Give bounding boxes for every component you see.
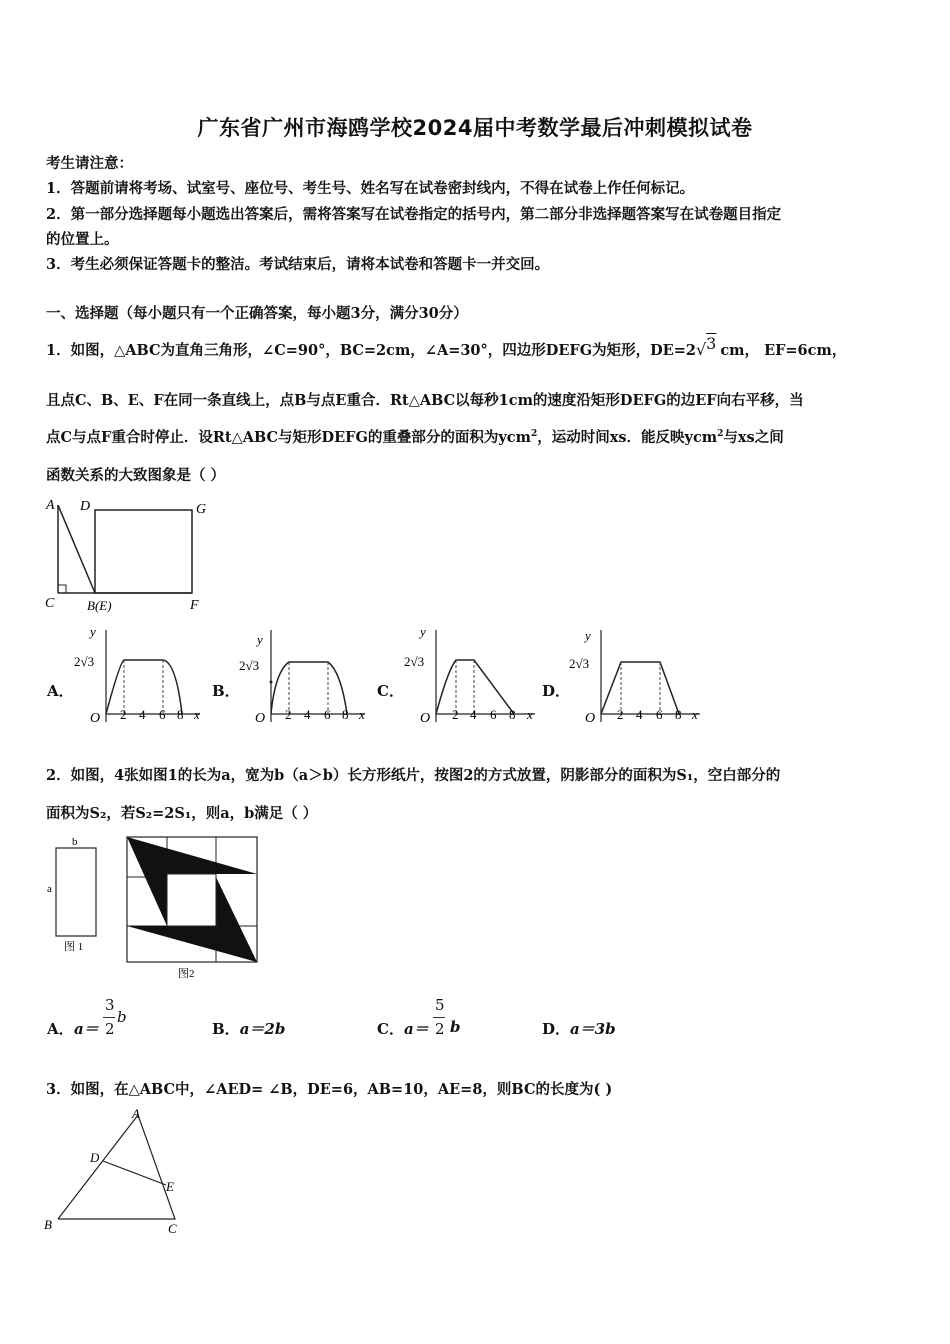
option-label: A． <box>47 1020 74 1038</box>
origin-label: O <box>585 711 596 726</box>
q1-text-3a: 点C与点F重合时停止．设Rt△ABC与矩形DEFG的重叠部分的面积为ycm <box>46 429 531 446</box>
q2-option-B[interactable] <box>212 1018 285 1039</box>
q2-option-A[interactable] <box>47 996 177 1044</box>
y-axis-label: y <box>420 624 426 639</box>
tick-6: 6 <box>159 707 166 722</box>
label-A: A <box>46 498 55 513</box>
q2-option-C[interactable] <box>377 996 507 1044</box>
label-D: D <box>80 499 91 514</box>
q2-figure-1 <box>42 832 104 957</box>
tick-6: 6 <box>656 707 663 722</box>
fraction-denominator: 2 <box>105 1020 115 1038</box>
option-label: D． <box>542 1020 571 1038</box>
tick-4: 4 <box>470 707 477 722</box>
tick-4: 4 <box>636 707 643 722</box>
q2-figure-2 <box>124 834 266 982</box>
fraction-denominator: 2 <box>435 1020 445 1038</box>
q1-line-4: 函数关系的大致图象是（ ） <box>46 467 226 484</box>
label-BE: B(E) <box>87 598 112 613</box>
label-E: E <box>166 1179 174 1194</box>
tick-8: 8 <box>675 707 682 722</box>
q1-text-3c: 与xs之间 <box>723 429 784 446</box>
graph-D <box>565 622 705 732</box>
fig1-caption: 图 1 <box>64 941 84 953</box>
q1-line-3 <box>46 426 784 447</box>
notice-item-1: 1．答题前请将考场、试室号、座位号、考生号、姓名写在试卷密封线内，不得在试卷上作任何标记。 <box>46 180 695 197</box>
q1-text-3b: ，运动时间xs．能反映ycm <box>537 429 718 446</box>
q1-text-a: 1．如图，△ABC为直角三角形，∠C=90°，BC=2cm，∠A=30°，四边形DEFG为矩形，DE=2 <box>46 342 696 359</box>
x-axis-label: x <box>359 707 365 722</box>
q1-option-B[interactable]: B． <box>212 682 240 700</box>
tick-2: 2 <box>617 707 624 722</box>
q2-line-1: 2．如图，4张如图1的长为a，宽为b（a＞b）长方形纸片，按图2的方式放置，阴影部分的面积为S₁，空白部分的 <box>46 767 781 784</box>
tick-4: 4 <box>304 707 311 722</box>
label-C: C <box>168 1221 177 1236</box>
label-F: F <box>190 598 199 613</box>
tick-2: 2 <box>452 707 459 722</box>
graph-B <box>235 622 370 732</box>
tick-8: 8 <box>342 707 349 722</box>
origin-label: O <box>420 711 431 726</box>
section-heading: 一、选择题（每小题只有一个正确答案，每小题3分，满分30分） <box>46 305 468 322</box>
sqrt-sign: √ <box>695 340 707 359</box>
tick-4: 4 <box>139 707 146 722</box>
option-prefix: a＝ <box>74 1020 99 1038</box>
y-value-label: 2√3 <box>569 656 590 671</box>
fraction-numerator: 3 <box>105 996 115 1014</box>
q3-figure <box>40 1105 190 1240</box>
y-value-label: 2√3 <box>404 654 425 669</box>
q2-line-2: 面积为S₂，若S₂=2S₁，则a，b满足（ ） <box>46 805 318 822</box>
option-prefix: a＝ <box>404 1020 429 1038</box>
notice-item-2: 2．第一部分选择题每小题选出答案后，需将答案写在试卷指定的括号内，第二部分非选择题答案写在试卷题目指定 <box>46 206 782 223</box>
fraction-bar <box>103 1017 115 1018</box>
tick-6: 6 <box>490 707 497 722</box>
q3-line-1: 3．如图，在△ABC中，∠AED= ∠B，DE=6，AB=10，AE=8，则BC的长度为( ) <box>46 1081 613 1098</box>
superscript-2: 2 <box>530 429 538 440</box>
y-value-label: 2√3 <box>74 654 95 669</box>
page-title: 广东省广州市海鸥学校2024届中考数学最后冲刺模拟试卷 <box>197 116 753 140</box>
superscript-2: 2 <box>717 429 724 440</box>
y-axis-label: y <box>90 624 96 639</box>
x-axis-label: x <box>194 707 200 722</box>
option-label: C． <box>377 1020 404 1038</box>
fig2-caption: 图2 <box>178 968 195 980</box>
x-axis-label: x <box>527 707 533 722</box>
q1-figure <box>40 493 220 618</box>
fraction-bar <box>433 1017 445 1018</box>
q1-option-C[interactable]: C． <box>377 682 404 700</box>
y-axis-label: y <box>585 628 591 643</box>
tick-8: 8 <box>177 707 184 722</box>
label-D: D <box>90 1150 100 1165</box>
q2-option-D[interactable] <box>542 1018 616 1039</box>
notice-item-3: 3．考生必须保证答题卡的整洁。考试结束后，请将本试卷和答题卡一并交回。 <box>46 256 550 273</box>
tick-6: 6 <box>324 707 331 722</box>
option-text: a＝2b <box>239 1020 286 1038</box>
y-axis-label: y <box>257 632 263 647</box>
label-G: G <box>196 502 207 517</box>
tick-8: 8 <box>509 707 516 722</box>
origin-label: O <box>90 711 101 726</box>
tick-2: 2 <box>285 707 292 722</box>
option-label: B． <box>212 1020 240 1038</box>
q1-line-2: 且点C、B、E、F在同一条直线上，点B与点E重合．Rt△ABC以每秒1cm的速度沿矩形DEFG的边EF向右平移，当 <box>46 392 804 409</box>
tick-2: 2 <box>120 707 127 722</box>
notice-heading: 考生请注意： <box>46 155 133 172</box>
label-B: B <box>44 1217 52 1232</box>
label-A: A <box>132 1106 140 1121</box>
option-suffix: b <box>450 1018 461 1036</box>
origin-label: O <box>255 711 266 726</box>
option-text: a＝3b <box>570 1020 616 1038</box>
q1-option-D[interactable]: D． <box>542 682 571 700</box>
option-suffix: b <box>117 1008 127 1026</box>
notice-item-2-cont: 的位置上。 <box>46 231 119 248</box>
graph-A <box>70 622 205 732</box>
graph-C <box>400 622 540 732</box>
q1-option-A[interactable]: A． <box>47 682 74 700</box>
fig1-label-b: b <box>72 836 78 848</box>
x-axis-label: x <box>692 707 698 722</box>
sqrt-radicand: 3 <box>706 334 717 353</box>
y-value-label: 2√3 <box>239 658 260 673</box>
q1-text-b: cm， EF=6cm， <box>720 342 847 359</box>
q1-line-1 <box>46 334 847 360</box>
fig1-label-a: a <box>47 883 52 895</box>
fraction-numerator: 5 <box>435 996 445 1014</box>
label-C: C <box>45 596 55 611</box>
